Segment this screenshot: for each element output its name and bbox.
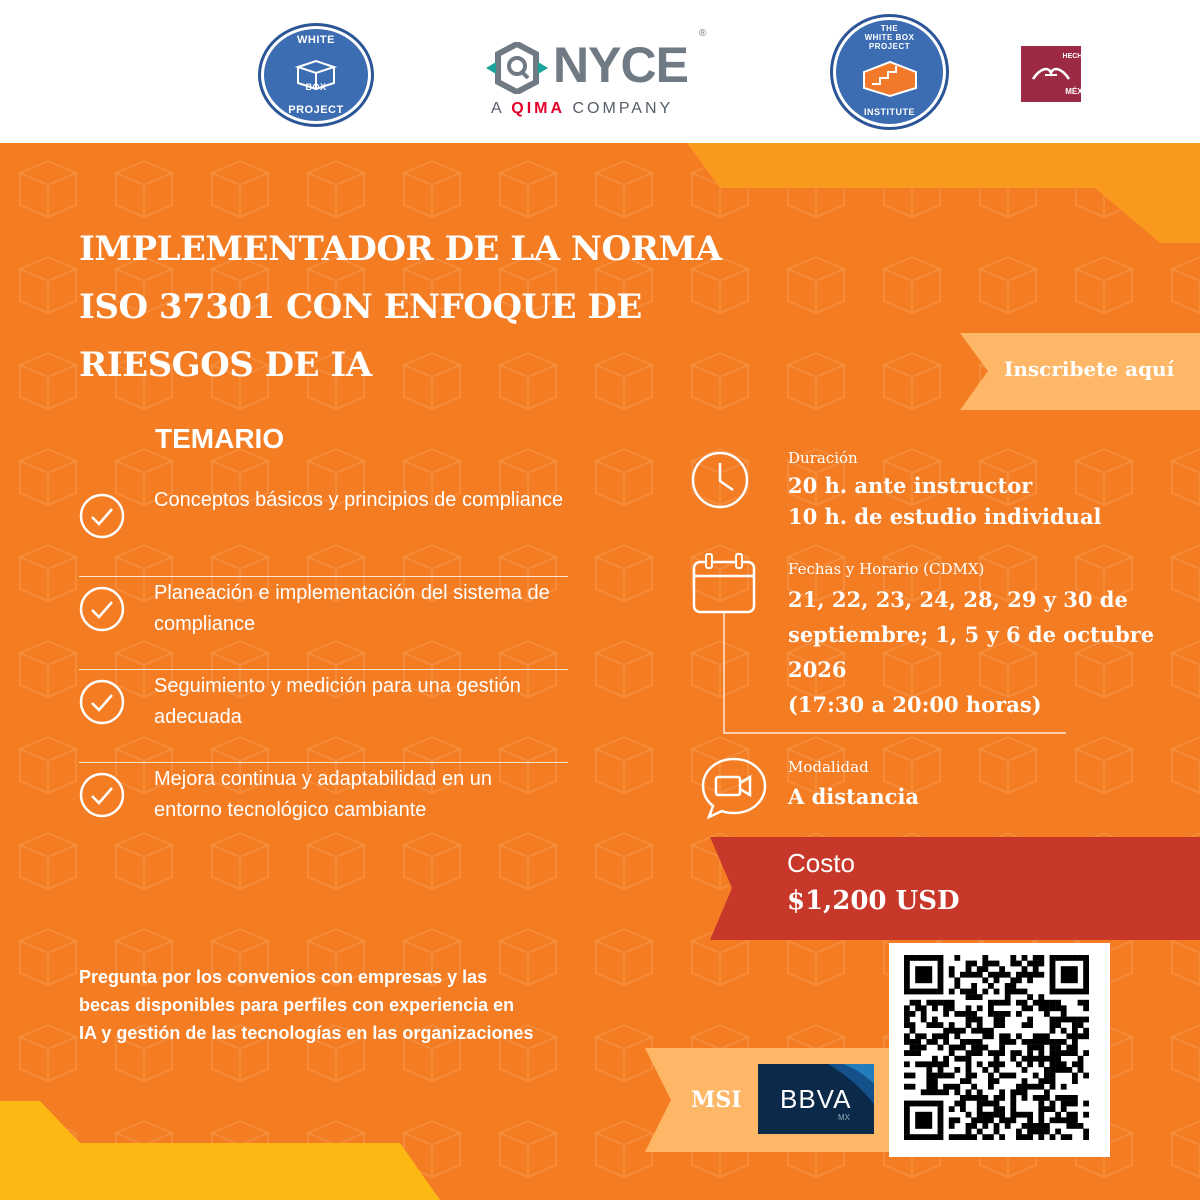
nyce-tagline xyxy=(491,100,673,118)
white-box-badge-line3: PROJECT xyxy=(288,104,344,116)
duration-instructor: 20 h. ante instructor xyxy=(788,473,1033,498)
modality-label: Modalidad xyxy=(788,758,869,776)
topic-text: Planeación e implementación del sistema de compliance xyxy=(154,582,550,635)
cost-value: $1,200 USD xyxy=(787,886,960,916)
hecho-en-mexico-logo xyxy=(1021,46,1100,102)
video-chat-icon xyxy=(700,756,768,820)
duration-self-study: 10 h. de estudio individual xyxy=(788,504,1102,529)
dates-value xyxy=(788,582,1168,722)
topic-text: Seguimiento y medición para una gestión adecuada xyxy=(154,675,521,728)
schedule-hours: (17:30 a 20:00 horas) xyxy=(788,692,1042,717)
msi-label: MSI xyxy=(691,1087,742,1113)
white-box-project-institute-logo xyxy=(833,17,946,127)
topic-text: Mejora continua y adaptabilidad en un entorno tecnológico cambiante xyxy=(154,768,493,821)
course-title xyxy=(79,220,799,394)
topic-item xyxy=(79,764,569,856)
title-line-1: IMPLEMENTADOR DE LA NORMA xyxy=(79,229,722,269)
logo-header xyxy=(0,0,1200,143)
mexico-label: MÉXICO xyxy=(1065,87,1097,96)
duration-label: Duración xyxy=(788,449,858,467)
bbva-logo xyxy=(758,1064,874,1134)
divider xyxy=(79,669,568,670)
tagline-qima: QIMA xyxy=(511,100,566,117)
agreements-line-1: Pregunta por los convenios con empresas y las xyxy=(79,967,488,987)
dates-label: Fechas y Horario (CDMX) xyxy=(788,560,985,578)
topic-text: Conceptos básicos y principios de compliance xyxy=(154,489,564,511)
nyce-mark-icon xyxy=(486,42,548,94)
institute-badge-line2: WHITE BOX xyxy=(864,33,915,42)
divider xyxy=(79,576,568,577)
bbva-region: MX xyxy=(838,1113,850,1122)
tagline-company: COMPANY xyxy=(572,100,674,117)
cost-label: Costo xyxy=(787,848,855,878)
agreements-line-3: IA y gestión de las tecnologías en las organizaciones xyxy=(79,1023,534,1043)
check-circle-icon xyxy=(79,772,125,818)
agreements-line-2: becas disponibles para perfiles con experiencia en xyxy=(79,995,515,1015)
duration-value xyxy=(788,470,1168,532)
clock-icon xyxy=(690,450,750,510)
calendar-icon xyxy=(692,552,756,614)
nyce-wordmark: NYCE xyxy=(553,37,688,93)
title-line-3: RIESGOS DE IA xyxy=(79,345,372,385)
course-flyer xyxy=(0,143,1200,1200)
nyce-logo xyxy=(486,28,707,124)
stairs-box-icon xyxy=(860,58,920,98)
tagline-a: A xyxy=(491,100,504,117)
topic-item xyxy=(79,671,569,763)
qr-code[interactable] xyxy=(889,943,1110,1157)
institute-badge-line4: INSTITUTE xyxy=(864,107,915,117)
check-circle-icon xyxy=(79,679,125,725)
dates-line-2: septiembre; 1, 5 y 6 de octubre xyxy=(788,622,1155,647)
institute-badge-line3: PROJECT xyxy=(868,42,911,51)
check-circle-icon xyxy=(79,493,125,539)
temario-heading: TEMARIO xyxy=(155,423,285,454)
check-circle-icon xyxy=(79,586,125,632)
institute-badge-line1: THE xyxy=(880,24,899,33)
agreements-note xyxy=(79,963,609,1047)
enroll-link[interactable]: Inscribete aquí xyxy=(1004,357,1175,381)
bbva-wordmark: BBVA xyxy=(780,1084,852,1114)
white-box-badge-line2: BOX xyxy=(305,82,327,92)
qr-code-graphic xyxy=(889,943,1110,1157)
modality-value: A distancia xyxy=(788,784,920,809)
dates-line-1: 21, 22, 23, 24, 28, 29 y 30 de xyxy=(788,587,1128,612)
white-box-badge-line1: WHITE xyxy=(297,34,335,46)
eagle-icon xyxy=(1031,63,1071,83)
hecho-en-label: HECHO EN xyxy=(1062,53,1100,60)
registered-mark: ® xyxy=(699,28,707,39)
white-box-project-logo xyxy=(261,26,371,124)
topic-item xyxy=(79,578,569,670)
topic-item xyxy=(79,485,569,577)
title-line-2: ISO 37301 CON ENFOQUE DE xyxy=(79,287,642,327)
dates-line-3: 2026 xyxy=(788,657,847,682)
divider xyxy=(79,762,568,763)
